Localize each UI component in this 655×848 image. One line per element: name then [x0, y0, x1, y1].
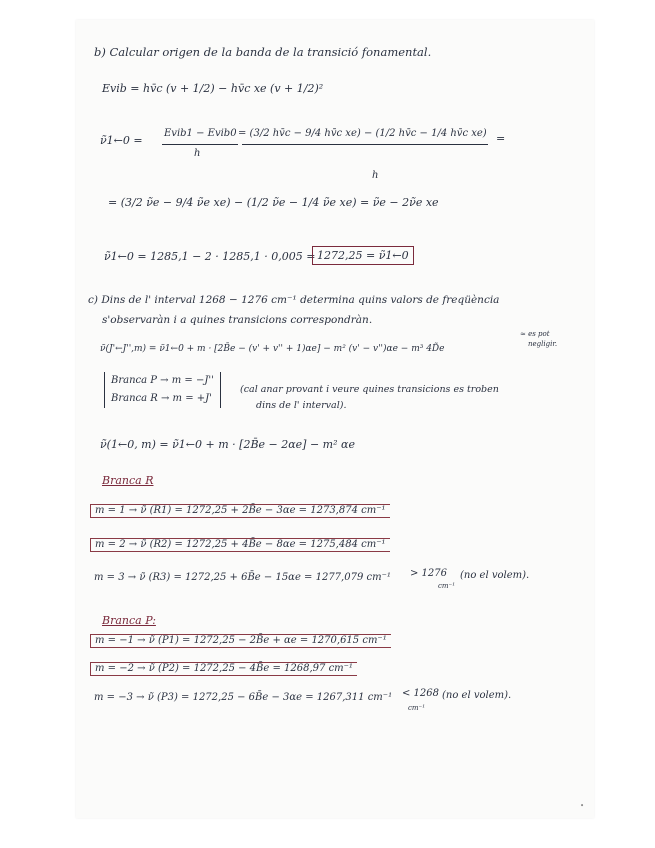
- r1-line: m = 1 → ν̃ (R1) = 1272,25 + 2B̄e − 3αe = 1273,874 cm⁻¹: [90, 504, 390, 518]
- equation-simplify: = (3/2 ν̃e − 9/4 ν̃e xe) − (1/2 ν̃e − 1/4 ν̃e xe) = ν̃e − 2ν̃e xe: [108, 196, 439, 209]
- fraction-line-2: [242, 144, 488, 145]
- branch-r-rule: Branca R → m = +J': [111, 393, 212, 404]
- branca-r-title: Branca R: [102, 474, 154, 487]
- r3-line: m = 3 → ν̃ (R3) = 1272,25 + 6B̄e − 15αe = 1277,079 cm⁻¹: [94, 572, 391, 583]
- part-b-heading: b) Calcular origen de la banda de la transició fonamental.: [94, 45, 432, 59]
- part-c-heading-2: s'observaràn i a quines transicions correspondràn.: [102, 314, 373, 326]
- equation-general: ν̃(J'←J'',m) = ν̃1←0 + m · [2B̄e − (v' + v'' + 1)αe] − m² (v' − v'')αe − m³ 4D̃e: [100, 344, 445, 354]
- footer-mark: •: [580, 802, 585, 810]
- equation-nu10-denominator: h: [194, 148, 201, 159]
- equation-nu10-lhs: ν̃1←0 =: [100, 134, 143, 147]
- handwritten-page: [76, 20, 594, 818]
- equation-nu10-numerator: Evib1 − Evib0: [164, 128, 237, 139]
- fraction-line-1: [162, 144, 238, 145]
- branch-note-1: (cal anar provant i veure quines transicions es troben: [240, 384, 499, 395]
- equation-nu10-trailing: =: [496, 132, 506, 145]
- equation-numeric-result: 1272,25 = ν̃1←0: [312, 246, 414, 265]
- equation-evib: Evib = hv̄c (v + 1/2) − hv̄c xe (v + 1/2)²: [102, 82, 324, 95]
- p3-line: m = −3 → ν̃ (P3) = 1272,25 − 6B̄e − 3αe = 1267,311 cm⁻¹: [94, 692, 393, 703]
- equation-nu10-rhs-denominator: h: [372, 170, 379, 181]
- equation-general-note-2: negligir.: [528, 340, 558, 348]
- p3-note: (no el volem).: [442, 690, 512, 701]
- p1-line: m = −1 → ν̃ (P1) = 1272,25 − 2B̄e + αe = 1270,615 cm⁻¹: [90, 634, 391, 648]
- p2-line: m = −2 → ν̃ (P2) = 1272,25 − 4B̄e = 1268,97 cm⁻¹: [90, 662, 357, 676]
- r3-note: (no el volem).: [460, 570, 530, 581]
- branch-note-2: dins de l' interval).: [256, 400, 347, 411]
- equation-numeric: ν̃1←0 = 1285,1 − 2 · 1285,1 · 0,005 =: [104, 250, 316, 263]
- r3-comparison: > 1276: [410, 568, 448, 579]
- branca-p-title: Branca P:: [102, 614, 156, 627]
- equation-general-note-1: ≈ es pot: [520, 330, 550, 338]
- part-c-heading-1: c) Dins de l' interval 1268 − 1276 cm⁻¹ determina quins valors de freqüència: [88, 294, 500, 306]
- r3-unit: cm⁻¹: [438, 582, 456, 590]
- p3-unit: cm⁻¹: [408, 704, 426, 712]
- equation-nu10-rhs-numerator: = (3/2 hv̄c − 9/4 hv̄c xe) − (1/2 hv̄c − 1/4 hv̄c xe): [238, 128, 487, 139]
- p3-comparison: < 1268: [402, 688, 440, 699]
- equation-simplified: ν̃(1←0, m) = ν̃1←0 + m · [2B̄e − 2αe] − m² αe: [100, 438, 355, 451]
- branch-p-rule: Branca P → m = −J'': [111, 375, 214, 386]
- r2-line: m = 2 → ν̃ (R2) = 1272,25 + 4B̄e − 8αe = 1275,484 cm⁻¹: [90, 538, 390, 552]
- branch-rules-box: [104, 372, 221, 408]
